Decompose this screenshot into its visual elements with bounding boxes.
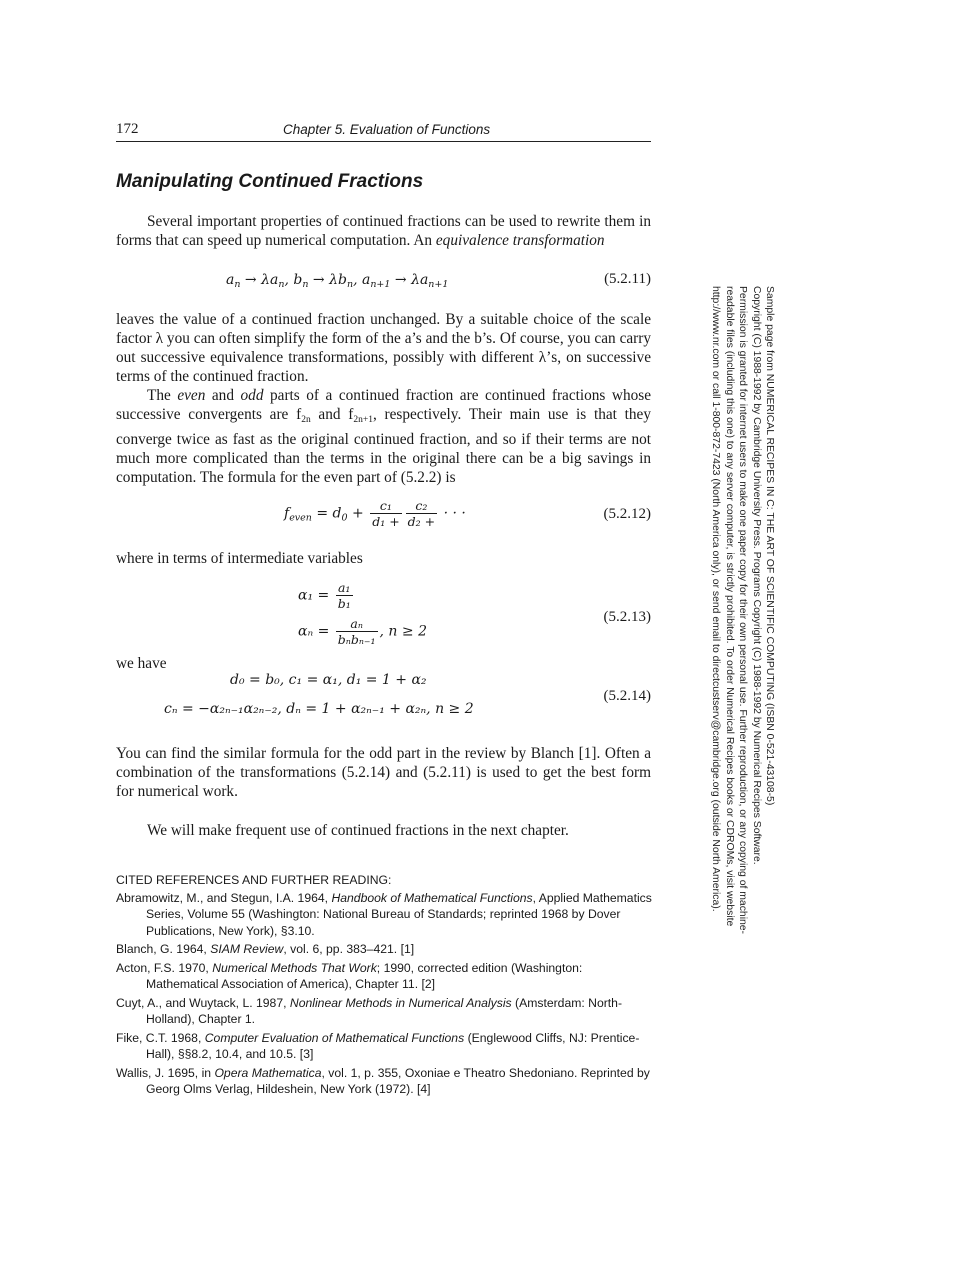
paragraph-odd-part: You can find the similar formula for the odd part in the review by Blanch [1]. Often a combination of the transformations (5.2.14) and (5.2.11) is used to get the best form for numerical work. — [116, 745, 651, 800]
fraction-c2-d2: $\frac{\text{c₂}}{\text{d₂ +}}$ — [407, 498, 436, 529]
paragraph-scale-factor: leaves the value of a continued fraction unchanged. By a suitable choice of the scale factor λ you can often simplify the form of the a’s and the b’s. Of course, you can carry out successive equivalence transformations, possibly with different λ’s, on successive terms of the continued fraction. — [116, 311, 651, 385]
paragraph-even-odd: The even and odd parts of a continued fraction are continued fractions whose successive convergents are $f_{2n}$ and $f_{2n+1}$, respectively. Their main use is that they converge twice as fast as the original continued fraction, and so if their terms are not much more complicated than the terms in the original there can be a big savings in computation. The formula for the even part of (5.2.2) is — [116, 387, 651, 486]
paragraph-intermediate: where in terms of intermediate variables — [116, 550, 363, 567]
section-title: Manipulating Continued Fractions — [116, 171, 424, 192]
equation-5-2-14-line-1: d₀ = b₀, c₁ = α₁, d₁ = 1 + α₂ — [230, 672, 427, 688]
reference-item: Blanch, G. 1964, SIAM Review, vol. 6, pp. 383–421. [1] — [116, 942, 415, 956]
paragraph-intro — [116, 212, 651, 250]
running-head — [116, 121, 651, 142]
equation-number: (5.2.11) — [604, 271, 651, 287]
equation-5-2-13-line-2: αₙ = $\frac{\text{aₙ}}{\text{bₙbₙ₋₁}}$ , n ≥ 2 — [298, 616, 427, 647]
paragraph-we-have: we have — [116, 655, 167, 672]
reference-item: Acton, F.S. 1970, Numerical Methods That Work; 1990, corrected edition (Washington: Mathematical Association of America), Chapter 11. [2] — [116, 960, 583, 991]
reference-item: Fike, C.T. 1968, Computer Evaluation of Mathematical Functions (Englewood Cliffs, NJ: Prentice-Hall), §§8.2, 10.4, and 10.5. [3] — [116, 1030, 640, 1061]
paragraph-intro-text: Several important properties of continued fractions can be used to rewrite them in forms that can speed up numerical computation. An — [116, 213, 651, 249]
equation-5-2-11-body: $a_n \to \lambda a_n$, $b_n \to \lambda b_n$, $a_{n+1} \to \lambda a_{n+1}$ — [226, 272, 449, 290]
equation-5-2-11 — [116, 270, 651, 292]
equation-5-2-12-body: $f_{even} = d_0$ + $\frac{\text{c₁}}{\text{d₁ +}}$ $\frac{\text{c₂}}{\text{d₂ +}}$ · · · — [284, 498, 466, 529]
chapter-title: Chapter 5. Evaluation of Functions — [283, 122, 491, 137]
reference-item: Abramowitz, M., and Stegun, I.A. 1964, Handbook of Mathematical Functions, Applied Mathematics Series, Volume 55 (Washington: National Bureau of Standards; reprinted 1968 by Dover Publications, New York), §3.10. — [116, 890, 652, 938]
side-notice-line: http://www.nr.com or call 1-800-872-7423 (North America only), or send email to directcustserv@cambridge.org (outside North America). — [710, 286, 722, 912]
equation-number: (5.2.14) — [603, 688, 651, 704]
side-notice-line: Permission is granted for internet users to make one paper copy for their own personal use. Further reproduction, or any copying of machine- — [737, 286, 749, 935]
side-notice-line: readable files (including this one) to any server computer, is strictly prohibited. To order Numerical Recipes books or CDROMs, visit website — [723, 286, 735, 927]
paragraph-next-chapter: We will make frequent use of continued fractions in the next chapter. — [147, 822, 569, 839]
even-term: even — [177, 387, 206, 404]
equation-5-2-12 — [116, 496, 651, 538]
fraction-c1-d1: $\frac{\text{c₁}}{\text{d₁ +}}$ — [372, 498, 400, 529]
copyright-side-notice — [692, 286, 776, 986]
equation-5-2-14-line-2: cₙ = −α₂ₙ₋₁α₂ₙ₋₂, dₙ = 1 + α₂ₙ₋₁ + α₂ₙ, n ≥ 2 — [164, 701, 474, 717]
equation-5-2-13 — [116, 578, 651, 658]
equation-5-2-14 — [116, 670, 651, 726]
equation-number: (5.2.12) — [603, 506, 651, 522]
reference-item: Cuyt, A., and Wuytack, L. 1987, Nonlinear Methods in Numerical Analysis (Amsterdam: North-Holland), Chapter 1. — [116, 995, 623, 1026]
side-notice-line: Copyright (C) 1988-1992 by Cambridge University Press. Programs Copyright (C) 1988-1992 by Numerical Recipes Software. — [750, 286, 762, 865]
odd-term: odd — [240, 387, 264, 404]
references-section — [116, 872, 653, 1100]
equation-number: (5.2.13) — [603, 609, 651, 625]
equation-5-2-13-line-1: α₁ = $\frac{\text{a₁}}{\text{b₁}}$ — [298, 580, 351, 611]
reference-item: Wallis, J. 1695, in Opera Mathematica, vol. 1, p. 355, Oxoniae e Theatro Shedoniano. Reprinted by Georg Olms Verlag, Hildeshein, New York (1972). [4] — [116, 1065, 650, 1096]
references-heading: CITED REFERENCES AND FURTHER READING: — [116, 873, 392, 887]
side-notice-line: Sample page from NUMERICAL RECIPES IN C: THE ART OF SCIENTIFIC COMPUTING (ISBN 0-521-43108-5) — [764, 286, 775, 806]
page-number: 172 — [116, 121, 139, 137]
equivalence-transformation-term: equivalence transformation — [435, 232, 605, 249]
